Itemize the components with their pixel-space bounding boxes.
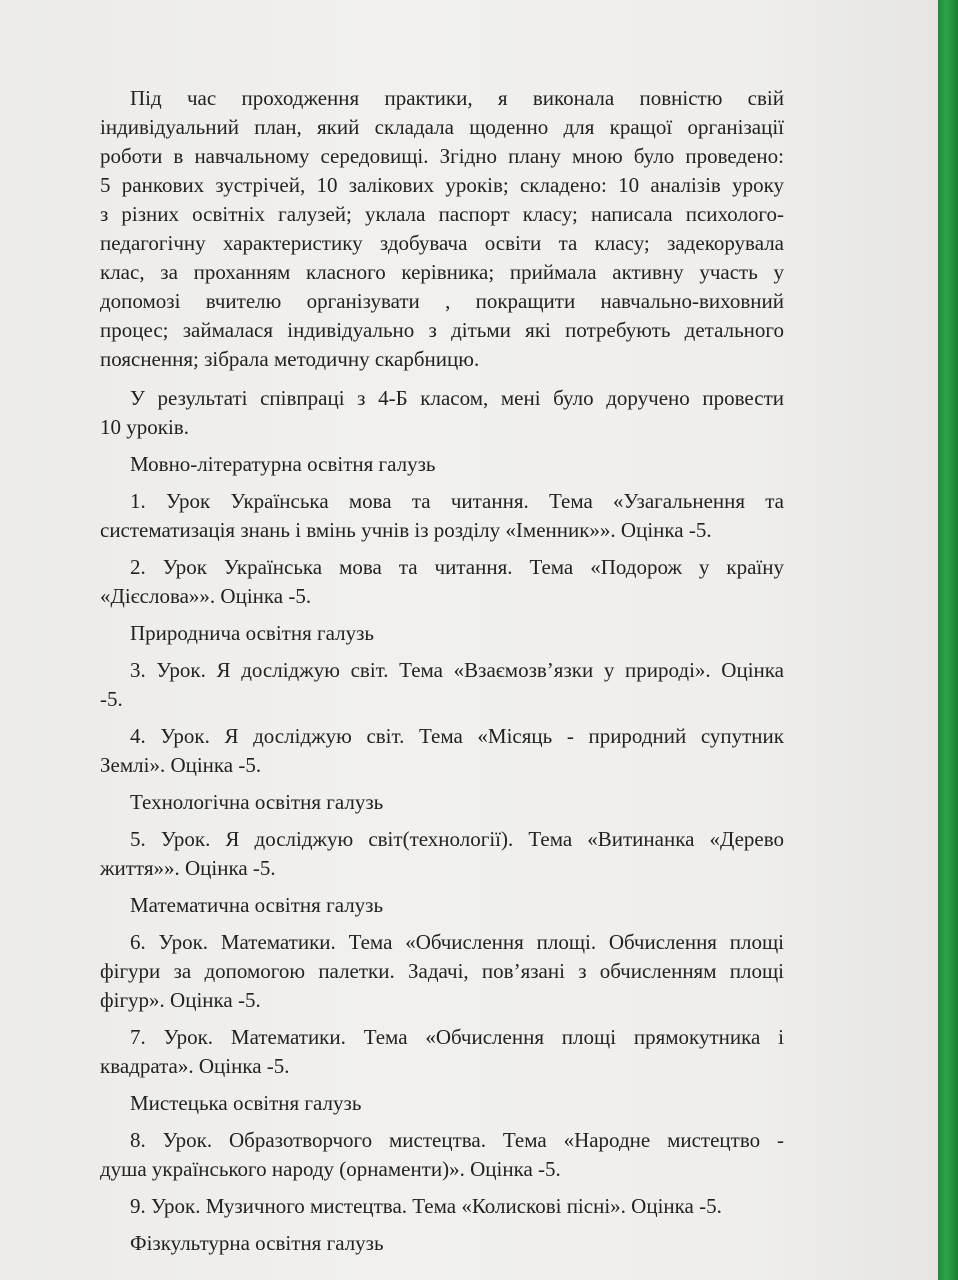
text-line: 10 уроків. (100, 415, 189, 439)
green-folder-edge (938, 0, 958, 1280)
text-line: клас, за проханням класного керівника; приймала активну участь у (100, 260, 784, 284)
text-line: 3. Урок. Я досліджую світ. Тема «Взаємозв’язки у природі». Оцінка (130, 658, 784, 682)
section-heading-language: Мовно-літературна освітня галузь (130, 452, 436, 476)
text-line: пояснення; зібрала методичну скарбницю. (100, 347, 480, 371)
lesson-item (100, 1023, 784, 1081)
section-heading-pe: Фізкультурна освітня галузь (130, 1231, 384, 1255)
text-line: У результаті співпраці з 4-Б класом, мені було доручено провести (130, 386, 784, 410)
section-heading-technology: Технологічна освітня галузь (130, 790, 384, 814)
document-body (100, 84, 784, 1258)
text-line: 7. Урок. Математики. Тема «Обчислення площі прямокутника і (130, 1025, 784, 1049)
section-heading-art: Мистецька освітня галузь (130, 1091, 362, 1115)
text-line: душа українського народу (орнаменти)». Оцінка -5. (100, 1157, 561, 1181)
section-heading-math: Математична освітня галузь (130, 893, 384, 917)
text-line: індивідуальний план, який складала щоденно для кращої організації (100, 115, 784, 139)
text-line: «Дієслова»». Оцінка -5. (100, 584, 312, 608)
text-line: життя»». Оцінка -5. (100, 856, 276, 880)
text-line: роботи в навчальному середовищі. Згідно плану мною було проведено: (100, 144, 784, 168)
intro-paragraph (100, 84, 784, 374)
lesson-item: 9. Урок. Музичного мистецтва. Тема «Колискові пісні». Оцінка -5. (130, 1194, 722, 1218)
text-line: -5. (100, 687, 123, 711)
section-heading-nature: Природнича освітня галузь (130, 621, 374, 645)
text-line: систематизація знань і вмінь учнів із розділу «Іменник»». Оцінка -5. (100, 518, 712, 542)
text-line: 5 ранкових зустрічей, 10 залікових уроків; складено: 10 аналізів уроку (100, 173, 784, 197)
text-line: процес; займалася індивідуально з дітьми які потребують детального (100, 318, 784, 342)
text-line: фігур». Оцінка -5. (100, 988, 261, 1012)
text-line: 4. Урок. Я досліджую світ. Тема «Місяць - природний супутник (130, 724, 784, 748)
text-line: фігури за допомогою палетки. Задачі, пов’язані з обчисленням площі (100, 959, 784, 983)
text-line: квадрата». Оцінка -5. (100, 1054, 290, 1078)
lesson-item (100, 1126, 784, 1184)
text-line: Під час проходження практики, я виконала повністю свій (130, 86, 784, 110)
text-line: Землі». Оцінка -5. (100, 753, 262, 777)
lesson-item (100, 825, 784, 883)
text-line: 2. Урок Українська мова та читання. Тема «Подорож у країну (130, 555, 784, 579)
text-line: 1. Урок Українська мова та читання. Тема «Узагальнення та (130, 489, 784, 513)
lesson-item (100, 656, 784, 714)
text-line: педагогічну характеристику здобувача освіти та класу; задекорувала (100, 231, 784, 255)
text-line: 5. Урок. Я досліджую світ(технології). Тема «Витинанка «Дерево (130, 827, 784, 851)
lesson-item (100, 487, 784, 545)
lesson-item (100, 553, 784, 611)
result-paragraph (100, 384, 784, 442)
text-line: з різних освітніх галузей; уклала паспорт класу; написала психолого- (100, 202, 784, 226)
text-line: допомозі вчителю організувати , покращити навчально-виховний (100, 289, 784, 313)
lesson-item (100, 722, 784, 780)
text-line: 6. Урок. Математики. Тема «Обчислення площі. Обчислення площі (130, 930, 784, 954)
text-line: 8. Урок. Образотворчого мистецтва. Тема «Народне мистецтво - (130, 1128, 784, 1152)
lesson-item (100, 928, 784, 1015)
